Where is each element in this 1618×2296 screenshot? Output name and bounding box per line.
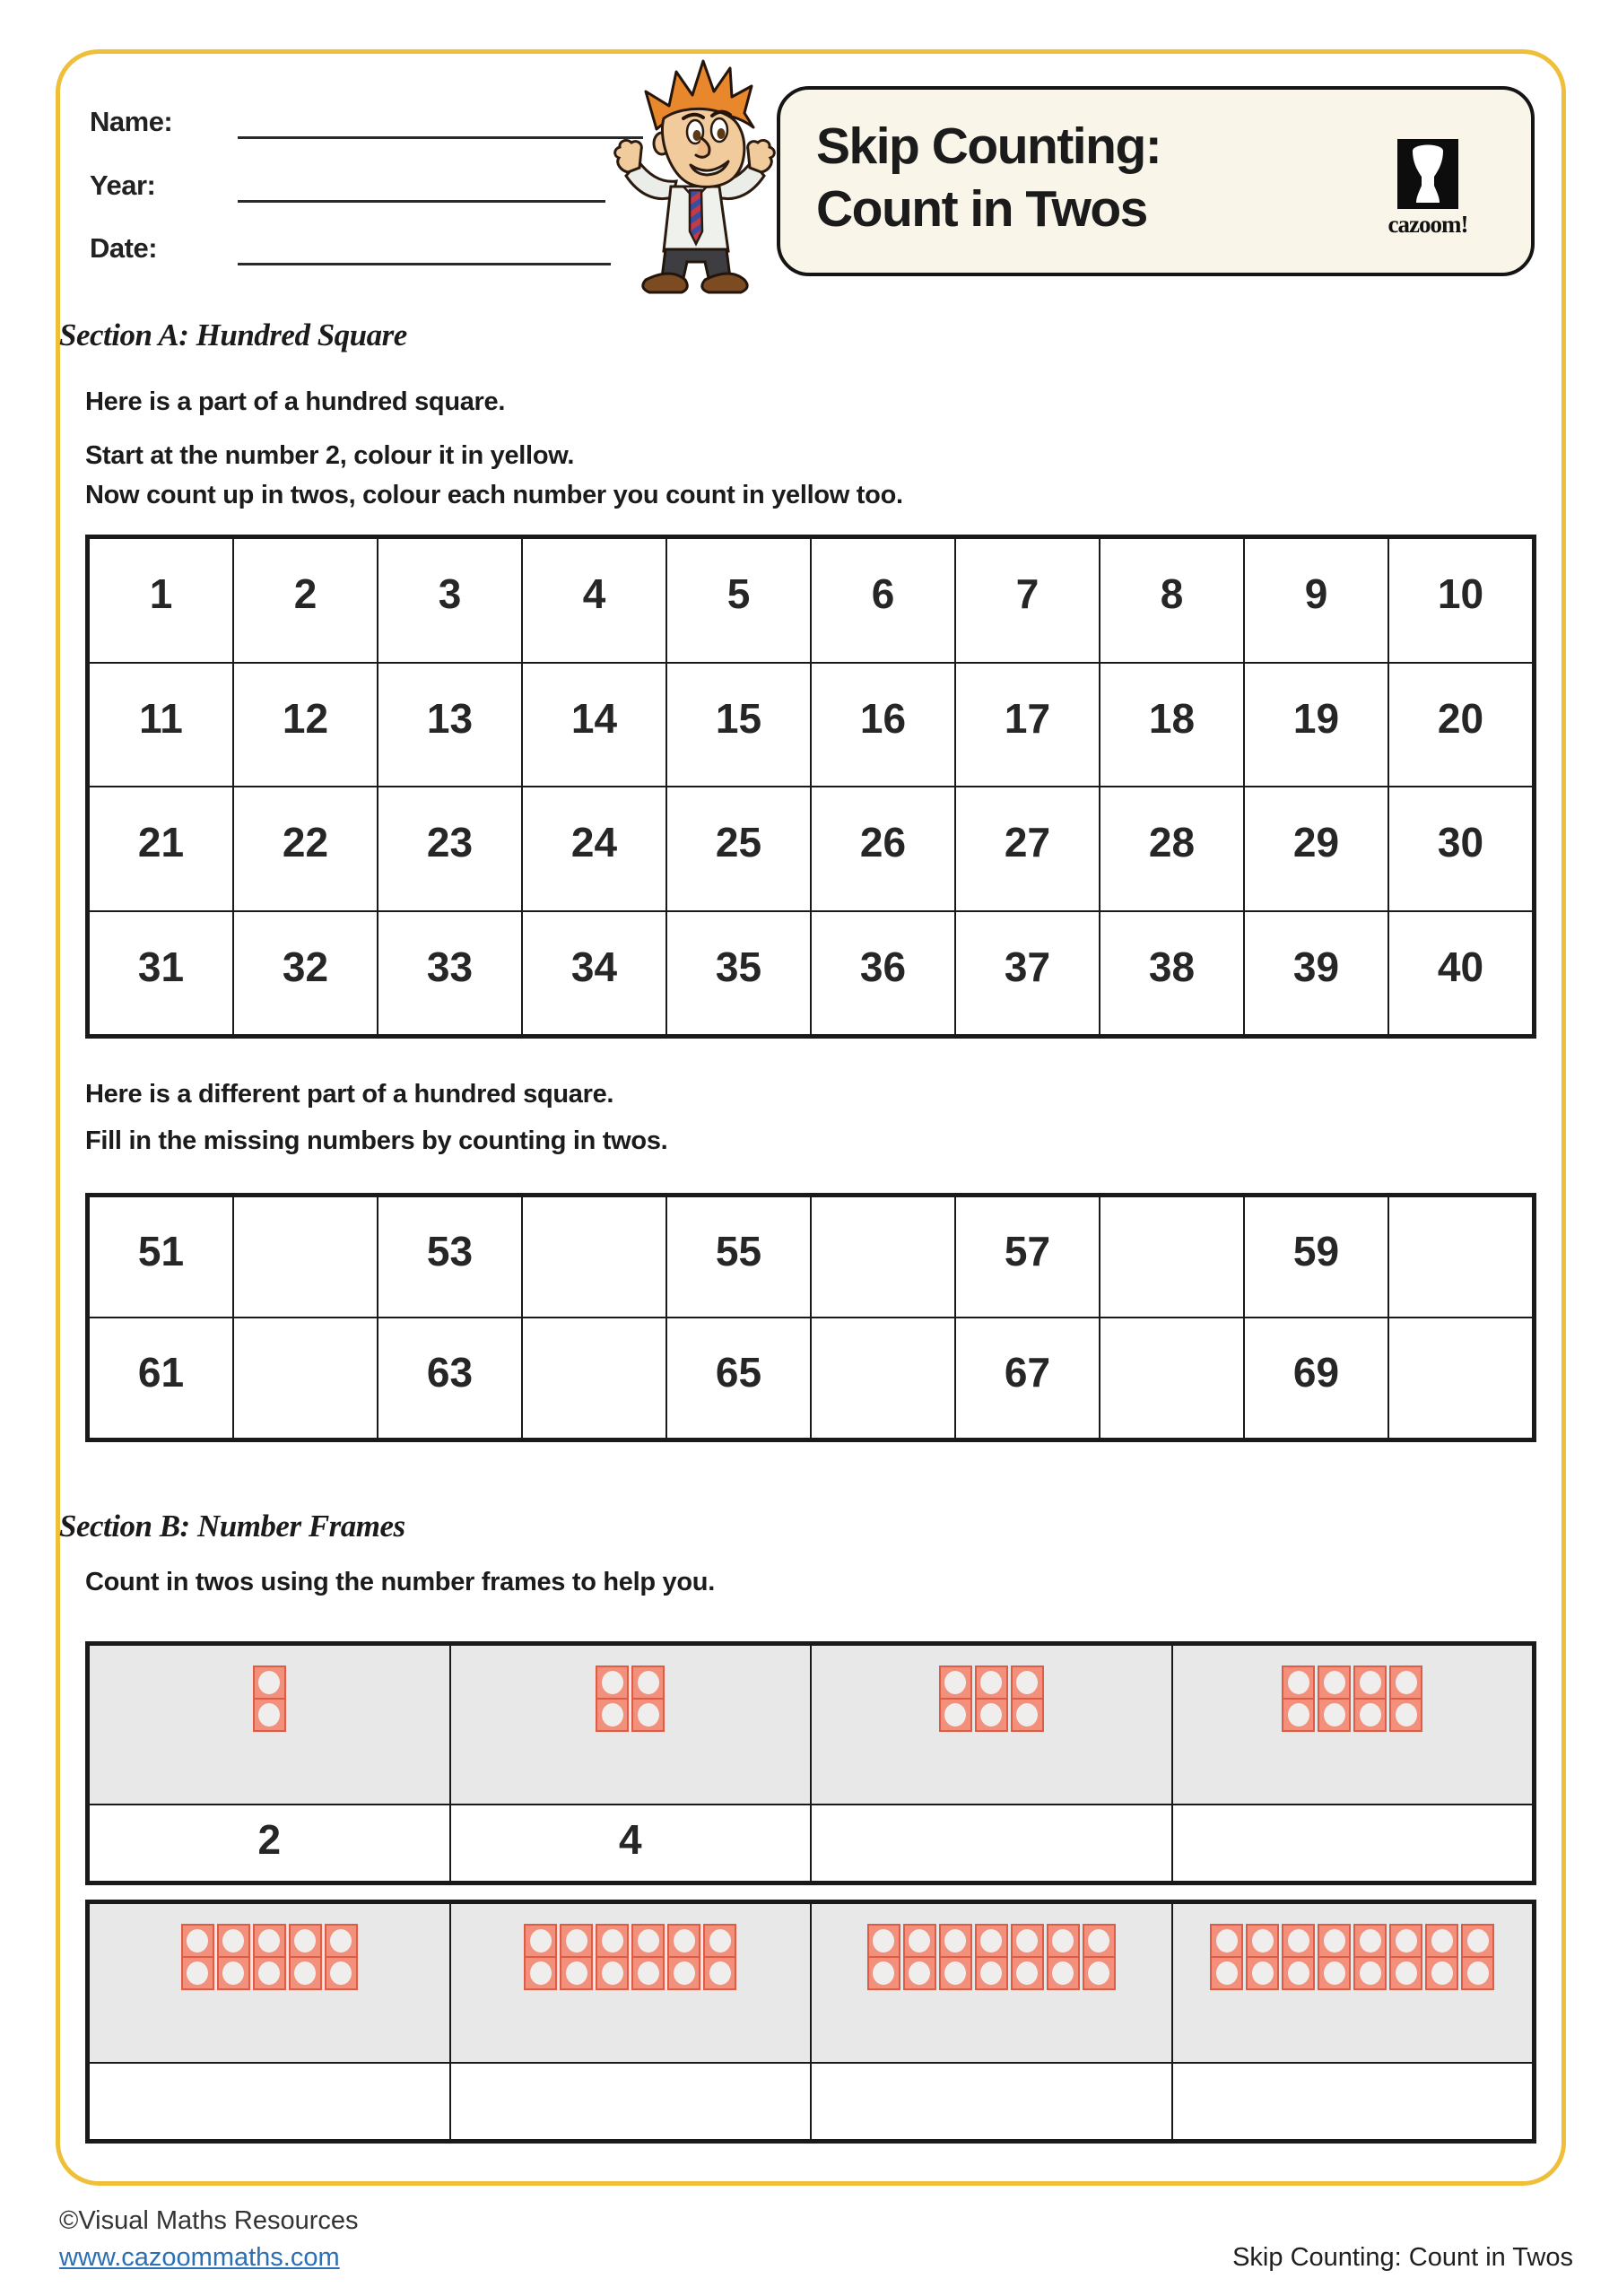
domino-divider [1246,1956,1279,1958]
frame-domino [1389,1665,1422,1732]
frame-table-2-frames-row [89,1903,1533,2063]
frame-cell-1-2 [450,1645,812,1805]
counter-dot [709,1929,731,1952]
counter-dot [1288,1671,1309,1694]
hundred-square-grid-1-cell-r4c9[interactable]: 39 [1244,911,1388,1036]
frame-domino [631,1924,665,1990]
domino-divider [903,1956,936,1958]
counter-dot [638,1703,659,1726]
counter-dot [1088,1961,1109,1985]
number-frame-10-dots [181,1924,358,1990]
hundred-square-grid-2-cell-r1c5: 55 [666,1196,811,1318]
frame-domino [596,1665,629,1732]
hundred-square-grid-2-cell-r2c1: 61 [89,1318,233,1439]
domino-divider [1353,1698,1387,1700]
counter-dot [258,1703,280,1726]
hundred-square-grid-1-cell-r3c6[interactable]: 26 [811,787,955,911]
frame-domino [289,1924,322,1990]
number-frames-table-1 [85,1641,1536,1885]
name-input-line[interactable] [238,136,643,139]
frame-answer-cell-2-3[interactable] [811,2063,1172,2140]
hundred-square-grid-1-cell-r3c8[interactable]: 28 [1100,787,1244,911]
section-a-instruction-4: Here is a different part of a hundred square. [85,1080,614,1109]
domino-divider [253,1698,286,1700]
hundred-square-grid-2-cell-r1c3: 53 [378,1196,522,1318]
frame-domino [1461,1924,1494,1990]
hundred-square-grid-1-cell-r1c1[interactable]: 1 [89,538,233,663]
counter-dot [1052,1929,1074,1952]
frame-answer-cell-1-2: 4 [450,1805,812,1882]
frame-answer-cell-2-1[interactable] [89,2063,450,2140]
counter-dot [1396,1961,1417,1985]
hundred-square-grid-1-cell-r4c10[interactable]: 40 [1388,911,1533,1036]
frame-domino [939,1665,972,1732]
date-input-line[interactable] [238,263,611,265]
counter-dot [1324,1703,1345,1726]
counter-dot [1360,1961,1381,1985]
hundred-square-grid-2-cell-r1c2[interactable] [233,1196,378,1318]
hundred-square-grid-2-cell-r1c10[interactable] [1388,1196,1533,1318]
frame-table-1-frames-row [89,1645,1533,1805]
frame-table-1-answers-row [89,1805,1533,1882]
domino-divider [596,1956,629,1958]
frame-answer-cell-2-4[interactable] [1172,2063,1534,2140]
counter-dot [330,1961,352,1985]
domino-divider [524,1956,557,1958]
number-frame-2-dots [253,1665,286,1732]
counter-dot [944,1929,966,1952]
counter-dot [1016,1929,1038,1952]
domino-divider [1083,1956,1116,1958]
domino-divider [631,1956,665,1958]
frame-domino [1353,1924,1387,1990]
frame-cell-2-4 [1172,1903,1534,2063]
frame-answer-cell-1-4[interactable] [1172,1805,1534,1882]
domino-divider [667,1956,700,1958]
counter-dot [980,1671,1002,1694]
hundred-square-grid-1-cell-r1c3[interactable]: 3 [378,538,522,663]
hundred-square-grid-2-cell-r2c2[interactable] [233,1318,378,1439]
hundred-square-grid-1-cell-r2c9[interactable]: 19 [1244,663,1388,787]
frame-domino [1282,1924,1315,1990]
counter-dot [1396,1929,1417,1952]
worksheet-title [816,115,1161,240]
counter-dot [944,1961,966,1985]
counter-dot [258,1929,280,1952]
counter-dot [1396,1671,1417,1694]
frame-domino [1425,1924,1458,1990]
frame-domino [667,1924,700,1990]
hundred-square-grid-2-cell-r1c4[interactable] [522,1196,666,1318]
hundred-square-grid-1-cell-r3c10[interactable]: 30 [1388,787,1533,911]
frame-answer-cell-1-3[interactable] [811,1805,1172,1882]
domino-divider [560,1956,593,1958]
hundred-square-grid-1-cell-r4c2[interactable]: 32 [233,911,378,1036]
counter-dot [602,1703,623,1726]
cazoom-drum-icon [1397,139,1458,209]
domino-divider [1047,1956,1080,1958]
hundred-square-grid-1-cell-r3c5[interactable]: 25 [666,787,811,911]
number-frame-8-dots [1282,1665,1422,1732]
section-a-instruction-2: Start at the number 2, colour it in yellow. [85,441,575,470]
footer-website-link[interactable]: www.cazoommaths.com [59,2243,340,2272]
hundred-square-grid-1-cell-r2c5[interactable]: 15 [666,663,811,787]
counter-dot [1288,1703,1309,1726]
name-label: Name: [90,106,173,137]
counter-dot [602,1929,623,1952]
counter-dot [674,1961,695,1985]
number-frame-4-dots [596,1665,665,1732]
counter-dot [1360,1703,1381,1726]
counter-dot [1216,1961,1238,1985]
domino-divider [181,1956,214,1958]
frame-table-2-answers-row [89,2063,1533,2140]
hundred-square-grid-1-cell-r1c6[interactable]: 6 [811,538,955,663]
counter-dot [638,1671,659,1694]
footer-worksheet-title: Skip Counting: Count in Twos [1232,2243,1573,2272]
counter-dot [980,1961,1002,1985]
frame-domino [524,1924,557,1990]
frame-domino [325,1924,358,1990]
hundred-square-grid-2 [85,1193,1536,1442]
number-frame-16-dots [1210,1924,1494,1990]
frame-domino [1282,1665,1315,1732]
title-line-1: Skip Counting: [816,117,1161,175]
counter-dot [566,1929,587,1952]
counter-dot [873,1961,894,1985]
domino-divider [1318,1698,1351,1700]
frame-domino [253,1665,286,1732]
counter-dot [1431,1929,1453,1952]
domino-divider [1282,1956,1315,1958]
frame-domino [631,1665,665,1732]
counter-dot [602,1671,623,1694]
counter-dot [1088,1929,1109,1952]
frame-cell-2-1 [89,1903,450,2063]
counter-dot [1467,1961,1489,1985]
hundred-square-grid-1-cell-r2c3[interactable]: 13 [378,663,522,787]
counter-dot [1016,1671,1038,1694]
hundred-square-grid-1-cell-r1c9[interactable]: 9 [1244,538,1388,663]
hundred-square-grid-1-cell-r4c1[interactable]: 31 [89,911,233,1036]
title-line-2: Count in Twos [816,180,1147,238]
counter-dot [1360,1671,1381,1694]
hundred-square-grid-1-cell-r1c7[interactable]: 7 [955,538,1100,663]
hundred-square-grid-2-cell-r2c10[interactable] [1388,1318,1533,1439]
hundred-square-grid-2-cell-r2c8[interactable] [1100,1318,1244,1439]
frame-domino [1047,1924,1080,1990]
hundred-square-grid-2-cell-r1c9: 59 [1244,1196,1388,1318]
domino-divider [631,1698,665,1700]
counter-dot [530,1929,552,1952]
date-label: Date: [90,232,158,264]
domino-divider [1210,1956,1243,1958]
hundred-square-grid-1-cell-r2c10[interactable]: 20 [1388,663,1533,787]
section-a-instruction-5: Fill in the missing numbers by counting in twos. [85,1126,668,1155]
hundred-square-grid-2-cell-r1c7: 57 [955,1196,1100,1318]
counter-dot [1396,1703,1417,1726]
frame-domino [1318,1665,1351,1732]
hundred-square-grid-1-cell-r1c2[interactable]: 2 [233,538,378,663]
hundred-square-grid-1-cell-r1c10[interactable]: 10 [1388,538,1533,663]
hundred-square-grid-2-cell-r2c3: 63 [378,1318,522,1439]
frame-domino [253,1924,286,1990]
frame-domino [1353,1665,1387,1732]
frame-domino [975,1665,1008,1732]
domino-divider [975,1956,1008,1958]
frame-domino [560,1924,593,1990]
counter-dot [1288,1961,1309,1985]
hundred-square-grid-1-cell-r1c5[interactable]: 5 [666,538,811,663]
counter-dot [909,1961,930,1985]
hundred-square-grid-1-cell-r4c8[interactable]: 38 [1100,911,1244,1036]
counter-dot [187,1929,208,1952]
counter-dot [674,1929,695,1952]
counter-dot [258,1671,280,1694]
hundred-square-grid-2-cell-r2c9: 69 [1244,1318,1388,1439]
cazoom-logo-text: cazoom! [1387,211,1468,238]
hundred-square-grid-1-cell-r3c4[interactable]: 24 [522,787,666,911]
counter-dot [566,1961,587,1985]
frame-domino [1246,1924,1279,1990]
number-frame-14-dots [867,1924,1116,1990]
counter-dot [1016,1961,1038,1985]
frame-cell-1-4 [1172,1645,1534,1805]
domino-divider [1353,1956,1387,1958]
frame-domino [1318,1924,1351,1990]
hundred-square-grid-1-cell-r4c4[interactable]: 34 [522,911,666,1036]
counter-dot [222,1961,244,1985]
frame-domino [903,1924,936,1990]
counter-dot [258,1961,280,1985]
domino-divider [1389,1698,1422,1700]
counter-dot [1324,1961,1345,1985]
counter-dot [1252,1929,1274,1952]
counter-dot [222,1929,244,1952]
hundred-square-grid-1-cell-r2c4[interactable]: 14 [522,663,666,787]
hundred-square-grid-1-cell-r3c7[interactable]: 27 [955,787,1100,911]
counter-dot [1288,1929,1309,1952]
frame-domino [217,1924,250,1990]
hundred-square-grid-1-cell-r2c2[interactable]: 12 [233,663,378,787]
hundred-square-grid-2-cell-r2c4[interactable] [522,1318,666,1439]
number-frame-12-dots [524,1924,736,1990]
counter-dot [294,1961,316,1985]
counter-dot [1216,1929,1238,1952]
counter-dot [873,1929,894,1952]
hundred-square-grid-1 [85,535,1536,1039]
frame-domino [1210,1924,1243,1990]
counter-dot [944,1671,966,1694]
frame-answer-cell-2-2[interactable] [450,2063,812,2140]
frame-domino [1389,1924,1422,1990]
domino-divider [975,1698,1008,1700]
domino-divider [703,1956,736,1958]
counter-dot [1431,1961,1453,1985]
counter-dot [1360,1929,1381,1952]
year-input-line[interactable] [238,200,605,203]
hundred-square-grid-1-cell-r4c3[interactable]: 33 [378,911,522,1036]
counter-dot [638,1961,659,1985]
hundred-square-grid-1-cell-r3c2[interactable]: 22 [233,787,378,911]
counter-dot [909,1929,930,1952]
hundred-square-grid-1-cell-r3c1[interactable]: 21 [89,787,233,911]
counter-dot [709,1961,731,1985]
domino-divider [1425,1956,1458,1958]
frame-domino [1083,1924,1116,1990]
domino-divider [1461,1956,1494,1958]
section-a-instruction-1: Here is a part of a hundred square. [85,387,506,416]
frame-answer-cell-1-1: 2 [89,1805,450,1882]
hundred-square-grid-1-cell-r1c4[interactable]: 4 [522,538,666,663]
counter-dot [1052,1961,1074,1985]
section-a-heading: Section A: Hundred Square [59,317,407,352]
hundred-square-grid-1-cell-r3c9[interactable]: 29 [1244,787,1388,911]
counter-dot [294,1929,316,1952]
counter-dot [530,1961,552,1985]
hundred-square-grid-1-cell-r2c1[interactable]: 11 [89,663,233,787]
domino-divider [1318,1956,1351,1958]
counter-dot [1467,1929,1489,1952]
counter-dot [980,1929,1002,1952]
hundred-square-grid-1-cell-r4c5[interactable]: 35 [666,911,811,1036]
section-a-instruction-3: Now count up in twos, colour each number you count in yellow too. [85,481,903,509]
domino-divider [325,1956,358,1958]
frame-domino [1011,1665,1044,1732]
counter-dot [980,1703,1002,1726]
frame-cell-2-3 [811,1903,1172,2063]
domino-divider [1389,1956,1422,1958]
section-b-instruction: Count in twos using the number frames to help you. [85,1568,715,1596]
domino-divider [596,1698,629,1700]
domino-divider [939,1956,972,1958]
domino-divider [939,1698,972,1700]
counter-dot [1016,1703,1038,1726]
frame-domino [939,1924,972,1990]
frame-cell-1-3 [811,1645,1172,1805]
counter-dot [638,1929,659,1952]
worksheet-title-box [777,86,1535,276]
domino-divider [1282,1698,1315,1700]
hundred-square-grid-2-cell-r2c5: 65 [666,1318,811,1439]
hundred-square-grid-2-cell-r2c7: 67 [955,1318,1100,1439]
frame-domino [703,1924,736,1990]
counter-dot [330,1929,352,1952]
hundred-square-grid-1-cell-r2c8[interactable]: 18 [1100,663,1244,787]
number-frames-table-2 [85,1900,1536,2144]
domino-divider [1011,1956,1044,1958]
hundred-square-grid-1-cell-r4c7[interactable]: 37 [955,911,1100,1036]
hundred-square-grid-1-cell-r3c3[interactable]: 23 [378,787,522,911]
hundred-square-grid-1-cell-r2c6[interactable]: 16 [811,663,955,787]
hundred-square-grid-2-cell-r1c1: 51 [89,1196,233,1318]
frame-domino [975,1924,1008,1990]
hundred-square-grid-2-cell-r1c8[interactable] [1100,1196,1244,1318]
hundred-square-grid-1-cell-r1c8[interactable]: 8 [1100,538,1244,663]
counter-dot [187,1961,208,1985]
domino-divider [217,1956,250,1958]
frame-cell-2-2 [450,1903,812,2063]
frame-domino [596,1924,629,1990]
counter-dot [1324,1929,1345,1952]
footer-copyright: ©Visual Maths Resources [59,2206,359,2235]
hundred-square-grid-2-cell-r2c6[interactable] [811,1318,955,1439]
frame-domino [181,1924,214,1990]
frame-domino [1011,1924,1044,1990]
domino-divider [289,1956,322,1958]
section-b-heading: Section B: Number Frames [59,1509,405,1544]
domino-divider [1011,1698,1044,1700]
cartoon-teacher-character [594,56,796,307]
number-frame-6-dots [939,1665,1044,1732]
frame-domino [867,1924,900,1990]
counter-dot [1252,1961,1274,1985]
hundred-square-grid-2-cell-r1c6[interactable] [811,1196,955,1318]
hundred-square-grid-1-cell-r4c6[interactable]: 36 [811,911,955,1036]
cazoom-logo [1368,139,1488,239]
hundred-square-grid-1-cell-r2c7[interactable]: 17 [955,663,1100,787]
year-label: Year: [90,170,156,201]
counter-dot [1324,1671,1345,1694]
counter-dot [602,1961,623,1985]
frame-cell-1-1 [89,1645,450,1805]
counter-dot [944,1703,966,1726]
domino-divider [253,1956,286,1958]
domino-divider [867,1956,900,1958]
